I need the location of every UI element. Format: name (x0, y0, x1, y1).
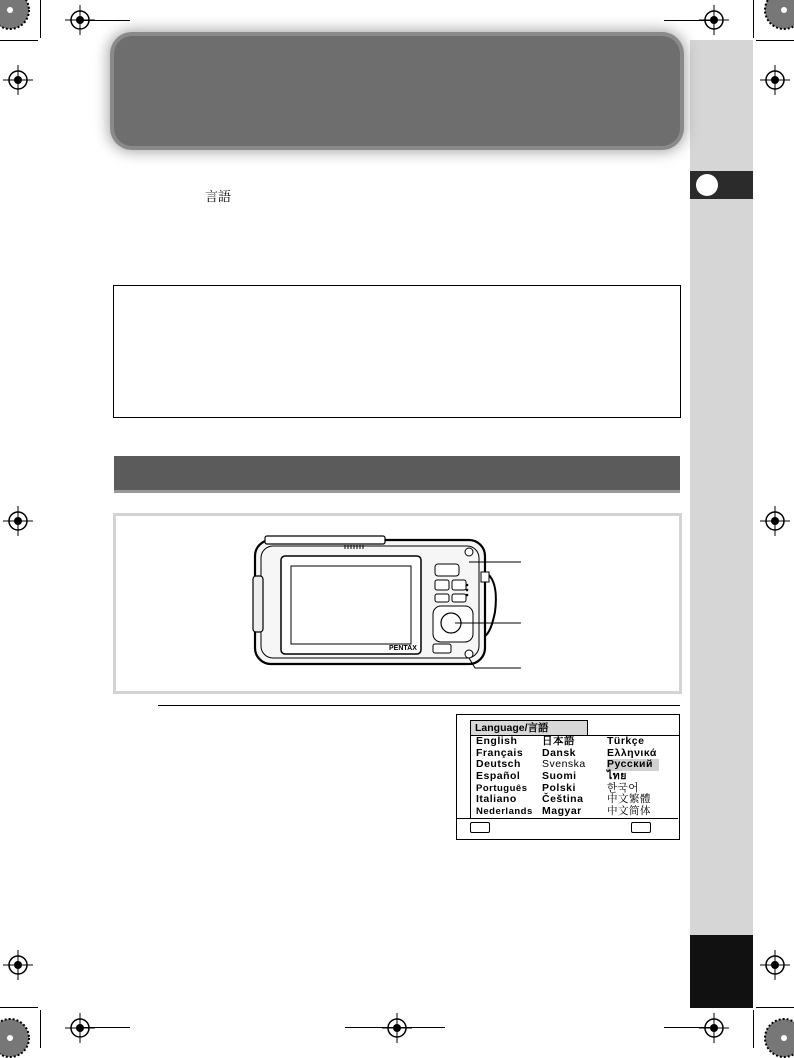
registration-mark-icon (3, 506, 33, 536)
camera-brand-label: PENTAX (389, 645, 417, 652)
language-option[interactable]: 中文繁體 (607, 793, 651, 806)
registration-mark-icon (699, 1013, 729, 1043)
language-option[interactable]: Français (476, 746, 524, 759)
starburst-mark-icon (764, 0, 794, 30)
camera-back-illustration (245, 526, 525, 674)
section-heading-bar (114, 456, 680, 490)
crop-mark (756, 1007, 794, 1008)
language-menu-footer-line (456, 818, 678, 819)
language-option[interactable]: 日本語 (542, 735, 575, 747)
registration-mark-icon (760, 65, 790, 95)
crop-mark (756, 40, 794, 41)
language-option[interactable]: Nederlands (476, 806, 533, 818)
registration-mark-icon (760, 506, 790, 536)
language-option[interactable]: Italiano (476, 793, 517, 806)
language-option[interactable]: Suomi (542, 770, 577, 783)
language-option[interactable]: English (476, 735, 518, 747)
language-option[interactable]: Deutsch (476, 758, 521, 771)
starburst-mark-icon (0, 0, 30, 30)
language-option[interactable]: Ελληνικά (607, 746, 657, 759)
language-option[interactable]: Magyar (542, 805, 582, 818)
language-option[interactable]: Português (476, 782, 528, 794)
crop-mark (40, 0, 41, 38)
language-option[interactable]: Čeština (542, 793, 584, 806)
language-column-2 (542, 736, 586, 818)
registration-mark-icon (382, 1013, 412, 1043)
starburst-mark-icon (764, 1018, 794, 1058)
language-option-selected[interactable]: Русский (607, 759, 659, 771)
page-number-box (690, 935, 753, 1008)
registration-mark-icon (65, 5, 95, 35)
crop-mark (0, 40, 38, 41)
language-option[interactable]: Türkçe (607, 735, 645, 747)
registration-mark-icon (3, 950, 33, 980)
menu-button-icon (470, 822, 490, 833)
chapter-dot-icon (696, 174, 718, 196)
title-banner (114, 36, 680, 146)
memo-box (113, 285, 681, 418)
language-option[interactable]: Svenska (542, 758, 586, 771)
chapter-tab (690, 171, 753, 199)
language-option[interactable]: ไทย (607, 770, 627, 783)
language-option[interactable]: Polski (542, 781, 576, 794)
registration-mark-icon (760, 950, 790, 980)
starburst-mark-icon (0, 1018, 30, 1058)
language-column-3 (607, 736, 659, 818)
language-menu-tab: Language/言語 (470, 720, 588, 735)
ok-button-icon (631, 822, 651, 833)
language-option[interactable]: Dansk (542, 746, 577, 759)
crop-mark (0, 1007, 38, 1008)
language-option[interactable]: 한국어 (607, 781, 639, 794)
language-column-1 (476, 736, 533, 818)
registration-mark-icon (699, 5, 729, 35)
inline-language-label: 言語 (205, 189, 232, 204)
step-divider (158, 705, 680, 706)
crop-mark (753, 0, 754, 38)
crop-mark (40, 1010, 41, 1048)
crop-mark (753, 1010, 754, 1048)
language-option[interactable]: 中文简体 (607, 805, 651, 818)
registration-mark-icon (65, 1013, 95, 1043)
language-option[interactable]: Español (476, 770, 521, 783)
registration-mark-icon (3, 65, 33, 95)
